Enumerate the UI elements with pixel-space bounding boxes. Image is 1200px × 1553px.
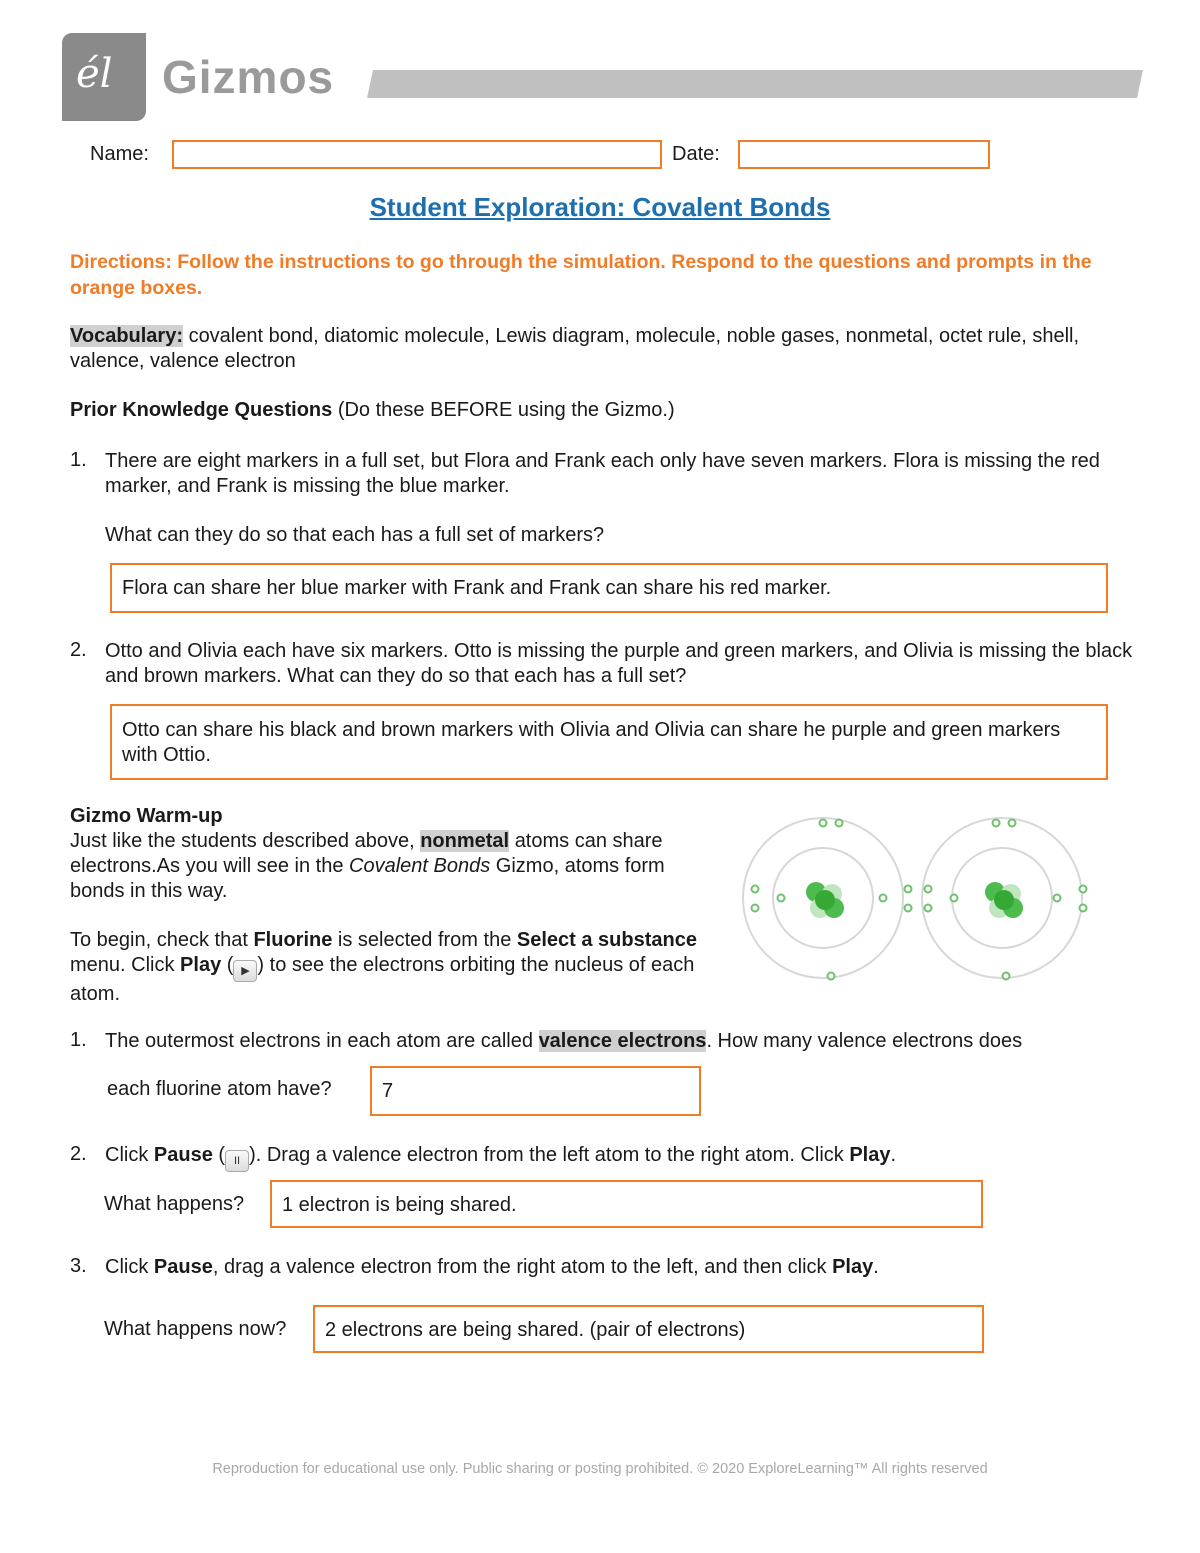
warmup-q2-text: Click Pause ( II ). Drag a valence electron from the left atom to the right atom. Click Play. <box>105 1143 1145 1172</box>
prior-q1-prompt: What can they do so that each has a full set of markers? <box>105 524 605 546</box>
question-number: 3. <box>70 1255 87 1277</box>
question-number: 1. <box>70 449 87 471</box>
brand-name: Gizmos <box>162 51 335 103</box>
logo-glyph: él <box>76 51 113 97</box>
date-field[interactable] <box>738 140 990 169</box>
left-nucleus <box>806 882 844 918</box>
pause-icon: II <box>225 1150 249 1172</box>
prior-q2-text: Otto and Olivia each have six markers. Otto is missing the purple and green markers, and Olivia is missing the black and brown markers. What can they do so that each has a full set? <box>105 640 1133 687</box>
gizmos-logo-mark <box>62 33 146 121</box>
vocabulary <box>70 324 1130 374</box>
warmup-paragraph-1: Just like the students described above, nonmetal atoms can share electrons.As you will see in the Covalent Bonds Gizmo, atoms form bonds in this way. <box>70 830 665 902</box>
name-label: Name: <box>90 143 149 165</box>
warmup-heading: Gizmo Warm-up <box>70 805 223 827</box>
valence-electrons-highlight: valence electrons <box>538 1030 707 1052</box>
warmup-q1-answer[interactable]: 7 <box>370 1066 701 1116</box>
prior-q2-answer[interactable]: Otto can share his black and brown markers with Olivia and Olivia can share he purple and green markers with Ottio. <box>110 704 1108 780</box>
prior-q1-answer[interactable]: Flora can share her blue marker with Frank and Frank can share his red marker. <box>110 563 1108 613</box>
warmup-q1-prompt: each fluorine atom have? <box>107 1078 332 1100</box>
directions: Directions: Follow the instructions to go through the simulation. Respond to the questions and prompts in the orange boxes. <box>70 251 1092 299</box>
page-title: Student Exploration: Covalent Bonds <box>369 192 831 222</box>
question-number: 2. <box>70 1143 87 1165</box>
warmup-q1-text: The outermost electrons in each atom are called valence electrons. How many valence electrons does <box>105 1030 1023 1052</box>
warmup-paragraph-2: To begin, check that Fluorine is selected from the Select a substance menu. Click Play ( ▶ ) to see the electrons orbiting the nucleus of each atom. <box>70 929 697 1005</box>
footer-copyright: Reproduction for educational use only. Public sharing or posting prohibited. © 2020 ExploreLearning™ All rights reserved <box>212 1461 988 1477</box>
warmup-q3-text: Click Pause, drag a valence electron from the right atom to the left, and then click Play. <box>105 1256 879 1278</box>
play-icon: ▶ <box>233 960 257 982</box>
question-number: 2. <box>70 639 87 661</box>
name-field[interactable] <box>172 140 662 169</box>
vocabulary-label: Vocabulary: <box>70 325 183 347</box>
nonmetal-highlight: nonmetal <box>420 830 510 852</box>
warmup-q2-answer[interactable]: 1 electron is being shared. <box>270 1180 983 1228</box>
right-nucleus <box>985 882 1023 918</box>
question-number: 1. <box>70 1029 87 1051</box>
electrons <box>752 820 1087 980</box>
prior-knowledge-heading: Prior Knowledge Questions (Do these BEFORE using the Gizmo.) <box>70 399 675 421</box>
date-label: Date: <box>672 143 720 165</box>
warmup-q3-answer[interactable]: 2 electrons are being shared. (pair of electrons) <box>313 1305 984 1353</box>
header-bar <box>367 70 1143 98</box>
vocabulary-terms: covalent bond, diatomic molecule, Lewis diagram, molecule, noble gases, nonmetal, octet rule, shell, valence, valence electron <box>70 325 1080 372</box>
warmup-q3-prompt: What happens now? <box>104 1318 287 1340</box>
warmup-q2-prompt: What happens? <box>104 1193 245 1215</box>
prior-q1-text: There are eight markers in a full set, but Flora and Frank each only have seven markers. Flora is missing the red marker, and Frank is missing the blue marker. <box>105 450 1100 497</box>
fluorine-atoms-diagram <box>740 812 1100 992</box>
